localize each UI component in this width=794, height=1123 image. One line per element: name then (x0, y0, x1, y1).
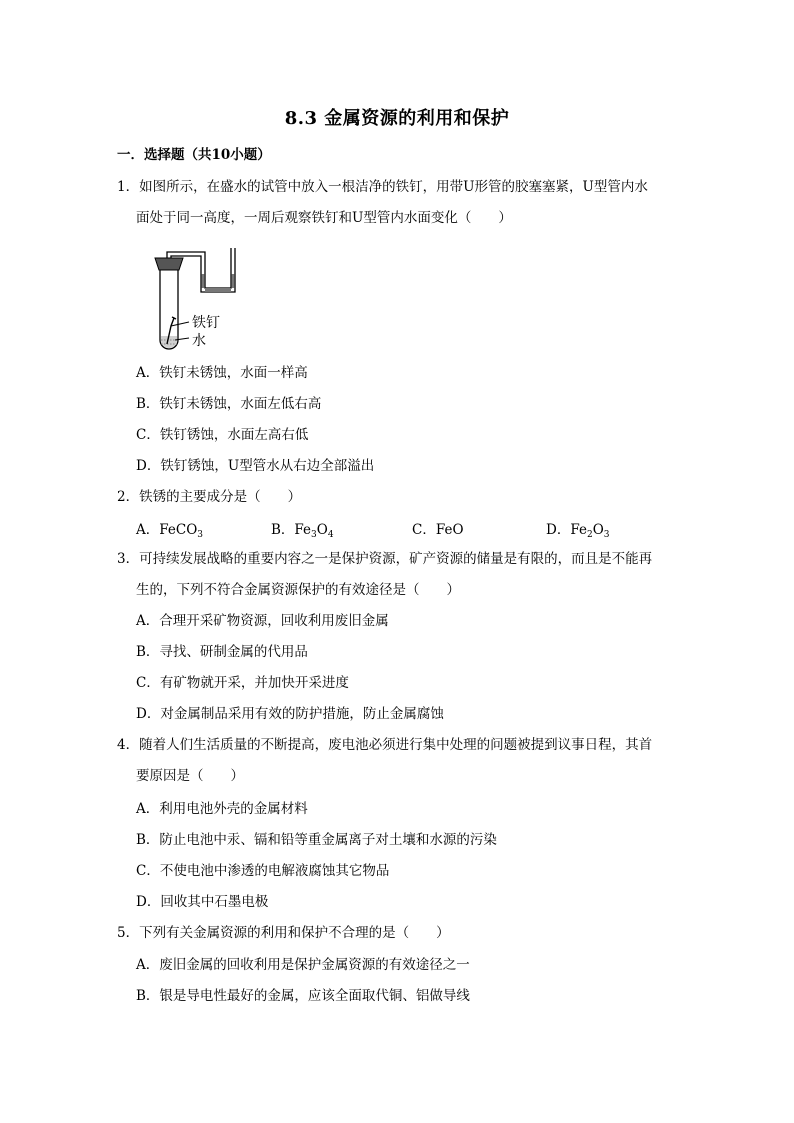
question-2-options (136, 518, 656, 538)
document-title: 8.3 金属资源的利用和保护 (284, 108, 510, 129)
water-label-line (175, 338, 189, 340)
question-4-option-b: B．防止电池中汞、镉和铅等重金属离子对土壤和水源的污染 (136, 832, 497, 848)
question-1-option-a: A．铁钉未锈蚀，水面一样高 (136, 365, 308, 381)
question-1-option-c: C．铁钉锈蚀，水面左高右低 (136, 427, 309, 443)
question-3-option-b: B．寻找、研制金属的代用品 (136, 644, 308, 660)
question-2-option-b: B．$Fe_3O_4$ (271, 522, 334, 540)
u-tube-water-right (232, 274, 235, 288)
question-4-option-c: C．不使电池中渗透的电解液腐蚀其它物品 (136, 863, 390, 879)
question-5-option-b: B．银是导电性最好的金属，应该全面取代铜、铝做导线 (136, 988, 470, 1004)
test-tube-u-tube-diagram (145, 240, 255, 358)
question-2-option-c: C．FeO (412, 522, 464, 538)
section-heading: 一．选择题（共10小题） (117, 147, 271, 163)
question-3-option-a: A．合理开采矿物资源，回收利用废旧金属 (136, 613, 389, 629)
nail-label-line (171, 322, 189, 326)
question-4-stem-line-1: 4．随着人们生活质量的不断提高，废电池必须进行集中处理的问题被提到议事日程，其首 (117, 737, 653, 753)
u-tube-water-left (202, 274, 205, 288)
question-2-stem: 2．铁锈的主要成分是（ ） (117, 489, 302, 505)
question-4-option-a: A．利用电池外壳的金属材料 (136, 801, 308, 817)
question-3-option-d: D．对金属制品采用有效的防护措施，防止金属腐蚀 (136, 706, 444, 722)
nail-label: 铁钉 (192, 315, 220, 331)
water-label: 水 (192, 333, 206, 349)
u-tube-water-bottom (205, 288, 231, 292)
question-1-option-b: B．铁钉未锈蚀，水面左低右高 (136, 396, 322, 412)
question-4-option-d: D．回收其中石墨电极 (136, 894, 269, 910)
question-5-stem: 5．下列有关金属资源的利用和保护不合理的是（ ） (117, 925, 450, 941)
question-1-stem-line-2: 面处于同一高度，一周后观察铁钉和U型管内水面变化（ ） (136, 210, 512, 226)
question-3-stem-line-1: 3．可持续发展战略的重要内容之一是保护资源，矿产资源的储量是有限的，而且是不能再 (117, 551, 653, 567)
question-4-stem-line-2: 要原因是（ ） (136, 768, 244, 784)
question-3-option-c: C．有矿物就开采，并加快开采进度 (136, 675, 349, 691)
question-5-option-a: A．废旧金属的回收利用是保护金属资源的有效途径之一 (136, 957, 470, 973)
question-2-option-d: D．$Fe_2O_3$ (546, 522, 610, 540)
rubber-stopper (155, 258, 183, 270)
question-1-stem-line-1: 1．如图所示，在盛水的试管中放入一根洁净的铁钉，用带U形管的胶塞塞紧，U型管内水 (117, 179, 648, 195)
question-3-stem-line-2: 生的，下列不符合金属资源保护的有效途径是（ ） (136, 582, 460, 598)
question-2-option-a: A．FeCO$_3$ (136, 522, 203, 540)
question-1-option-d: D．铁钉锈蚀，U型管水从右边全部溢出 (136, 458, 375, 474)
